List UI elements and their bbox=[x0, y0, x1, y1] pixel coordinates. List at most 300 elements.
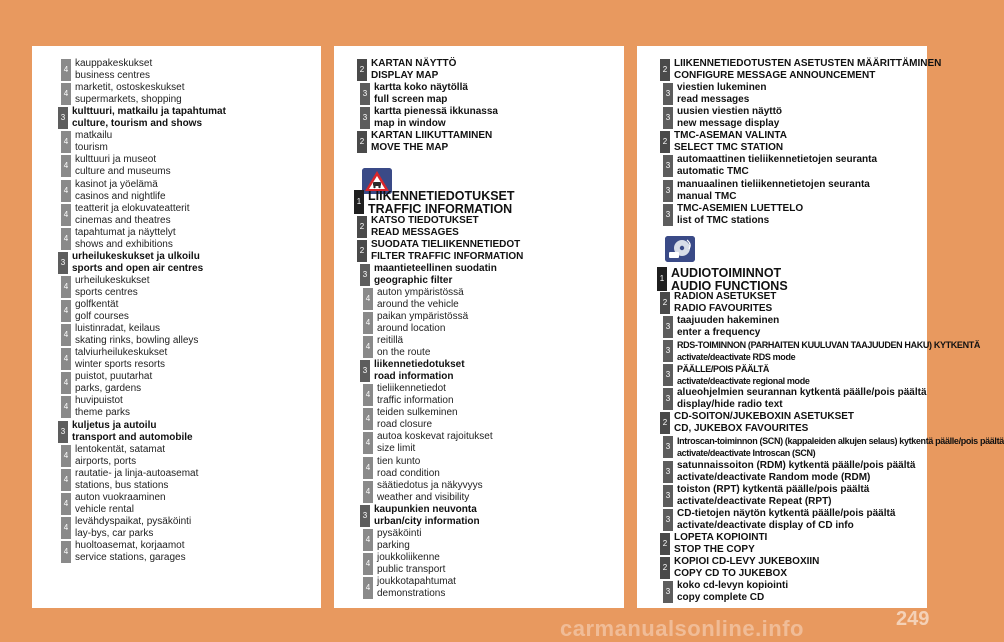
menu-entry bbox=[363, 528, 421, 552]
menu-entry bbox=[61, 492, 166, 516]
menu-label-finnish: uusien viestien näyttö bbox=[677, 106, 783, 118]
menu-level-badge: 4 bbox=[61, 445, 71, 467]
menu-entry-text bbox=[373, 383, 454, 407]
menu-label-english: CONFIGURE MESSAGE ANNOUNCEMENT bbox=[674, 70, 876, 81]
menu-label-finnish: joukkoliikenne bbox=[377, 551, 440, 563]
menu-label-english: around location bbox=[377, 322, 446, 334]
menu-level-badge: 4 bbox=[61, 493, 71, 515]
menu-label-english: transport and automobile bbox=[72, 431, 193, 443]
menu-entry-text bbox=[71, 395, 130, 419]
menu-entry bbox=[58, 420, 193, 444]
menu-entry-text bbox=[670, 411, 854, 435]
menu-label-english: full screen map bbox=[374, 94, 448, 106]
menu-label-english: activate/deactivate display of CD info bbox=[677, 519, 854, 531]
menu-label-finnish: kuljetus ja autoilu bbox=[72, 419, 157, 431]
menu-entry-text bbox=[673, 179, 870, 203]
menu-entry-text bbox=[370, 106, 498, 130]
menu-entry bbox=[663, 339, 980, 363]
menu-entry bbox=[61, 227, 176, 251]
menu-entry bbox=[663, 315, 779, 339]
menu-label-finnish: luistinradat, keilaus bbox=[75, 323, 161, 335]
menu-entry bbox=[360, 82, 468, 106]
menu-level-badge: 3 bbox=[663, 581, 673, 603]
menu-label-english: geographic filter bbox=[374, 274, 453, 286]
menu-level-badge: 3 bbox=[663, 485, 673, 507]
menu-entry-text bbox=[673, 387, 927, 411]
menu-level-badge: 4 bbox=[61, 396, 71, 418]
menu-entry bbox=[360, 504, 480, 528]
menu-label-english: SELECT TMC STATION bbox=[674, 142, 784, 154]
menu-entry bbox=[663, 363, 810, 387]
menu-level-badge: 2 bbox=[357, 240, 367, 262]
menu-entry bbox=[363, 576, 456, 600]
menu-level-badge: 2 bbox=[660, 131, 670, 153]
menu-level-badge: 4 bbox=[61, 180, 71, 202]
menu-entry bbox=[61, 130, 112, 154]
menu-label-english: airports, ports bbox=[75, 455, 137, 467]
menu-label-english: demonstrations bbox=[377, 588, 446, 599]
menu-label-english: golf courses bbox=[75, 311, 129, 322]
menu-entry bbox=[61, 323, 198, 347]
menu-label-finnish: huoltoasemat, korjaamot bbox=[75, 540, 185, 551]
menu-level-badge: 2 bbox=[357, 216, 367, 238]
menu-level-badge: 3 bbox=[58, 107, 68, 129]
menu-label-finnish: KATSO TIEDOTUKSET bbox=[371, 214, 479, 226]
menu-column-2 bbox=[334, 46, 624, 608]
menu-label-english: parks, gardens bbox=[75, 383, 142, 395]
menu-list bbox=[32, 46, 321, 608]
menu-label-finnish: automaattinen tieliikennetietojen seuranta bbox=[677, 154, 878, 166]
menu-label-finnish: LIIKENNETIEDOTUKSET bbox=[368, 189, 515, 204]
menu-label-finnish: CD-SOITON/JUKEBOXIN ASETUKSET bbox=[674, 411, 855, 423]
menu-level-badge: 4 bbox=[363, 432, 373, 454]
menu-label-finnish: manuaalinen tieliikennetietojen seuranta bbox=[677, 178, 870, 190]
menu-label-english: theme parks bbox=[75, 407, 131, 419]
menu-label-finnish: puistot, puutarhat bbox=[75, 371, 153, 383]
menu-entry-text bbox=[373, 480, 483, 504]
menu-entry-text bbox=[373, 335, 430, 359]
menu-entry bbox=[360, 106, 498, 130]
menu-entry-text bbox=[71, 275, 149, 299]
menu-label-finnish: joukkotapahtumat bbox=[377, 576, 456, 587]
menu-label-finnish: TMC-ASEMIEN LUETTELO bbox=[677, 202, 804, 214]
menu-entry bbox=[363, 335, 430, 359]
menu-entry bbox=[363, 407, 458, 431]
menu-column-1 bbox=[32, 46, 321, 608]
menu-label-english: sports and open air centres bbox=[72, 262, 204, 274]
menu-label-english: weather and visibility bbox=[377, 491, 470, 503]
menu-level-badge: 2 bbox=[660, 533, 670, 555]
menu-label-finnish: huvipuistot bbox=[75, 395, 123, 407]
menu-entry-text bbox=[370, 263, 497, 287]
menu-level-badge: 4 bbox=[61, 131, 71, 153]
menu-label-finnish: TMC-ASEMAN VALINTA bbox=[674, 130, 787, 142]
menu-label-finnish: LOPETA KOPIOINTI bbox=[674, 531, 768, 543]
menu-level-badge: 4 bbox=[61, 324, 71, 346]
menu-entry-text bbox=[68, 420, 193, 444]
menu-entry bbox=[61, 154, 171, 178]
menu-entry-text bbox=[373, 576, 456, 600]
menu-level-badge: 4 bbox=[363, 553, 373, 575]
menu-entry bbox=[61, 58, 152, 82]
menu-entry-text bbox=[370, 504, 480, 528]
menu-label-finnish: viestien lukeminen bbox=[677, 82, 767, 94]
menu-label-finnish: reitillä bbox=[377, 335, 404, 346]
menu-entry bbox=[61, 516, 191, 540]
menu-label-finnish: pysäköinti bbox=[377, 527, 422, 539]
menu-label-english: culture, tourism and shows bbox=[72, 118, 203, 130]
menu-entry-text bbox=[71, 323, 198, 347]
menu-level-badge: 3 bbox=[663, 180, 673, 202]
menu-level-badge: 4 bbox=[61, 155, 71, 177]
menu-label-english: tourism bbox=[75, 142, 108, 154]
menu-label-finnish: säätiedotus ja näkyvyys bbox=[377, 479, 483, 491]
menu-level-badge: 4 bbox=[61, 59, 71, 81]
menu-level-badge: 3 bbox=[663, 107, 673, 129]
menu-entry-text bbox=[673, 339, 980, 363]
menu-level-badge: 4 bbox=[363, 529, 373, 551]
menu-entry bbox=[660, 58, 941, 82]
menu-label-finnish: AUDIOTOIMINNOT bbox=[671, 265, 782, 280]
menu-entry-text bbox=[364, 189, 515, 217]
menu-label-english: activate/deactivate Random mode (RDM) bbox=[677, 471, 871, 483]
menu-label-english: new message display bbox=[677, 118, 780, 130]
menu-level-badge: 4 bbox=[61, 541, 71, 563]
menu-entry-text bbox=[373, 552, 445, 576]
menu-label-finnish: lentokentät, satamat bbox=[75, 443, 166, 455]
menu-entry-text bbox=[673, 363, 810, 387]
menu-column-3 bbox=[637, 46, 1004, 608]
menu-entry bbox=[660, 130, 787, 154]
page-number: 249 bbox=[896, 608, 930, 630]
menu-entry-text bbox=[71, 82, 184, 106]
menu-entry bbox=[357, 130, 492, 154]
menu-entry bbox=[363, 552, 445, 576]
menu-entry-text bbox=[367, 130, 492, 154]
menu-entry bbox=[363, 480, 483, 504]
menu-label-english: cinemas and theatres bbox=[75, 214, 171, 226]
menu-label-finnish: SUODATA TIELIIKENNETIEDOT bbox=[371, 238, 521, 250]
menu-entry-text bbox=[373, 528, 421, 552]
menu-label-finnish: taajuuden hakeminen bbox=[677, 314, 780, 326]
menu-label-english: MOVE THE MAP bbox=[371, 142, 449, 154]
menu-level-badge: 4 bbox=[363, 336, 373, 358]
menu-label-english: display/hide radio text bbox=[677, 399, 783, 411]
menu-entry bbox=[354, 189, 515, 217]
menu-label-english: TRAFFIC INFORMATION bbox=[368, 202, 513, 217]
menu-entry bbox=[61, 371, 152, 395]
menu-label-english: copy complete CD bbox=[677, 592, 765, 603]
menu-entry bbox=[61, 395, 130, 419]
menu-label-finnish: paikan ympäristössä bbox=[377, 310, 469, 322]
menu-level-badge: 2 bbox=[660, 412, 670, 434]
menu-label-english: on the route bbox=[377, 347, 431, 358]
menu-entry bbox=[663, 154, 877, 178]
menu-level-badge: 4 bbox=[61, 469, 71, 491]
menu-level-badge: 4 bbox=[363, 288, 373, 310]
menu-label-finnish: tieliikennetiedot bbox=[377, 383, 446, 395]
menu-entry-text bbox=[673, 435, 1004, 459]
menu-label-finnish: Introscan-toiminnon (SCN) (kappaleiden alkujen selaus) kytkentä päälle/pois päältä bbox=[677, 436, 1004, 447]
menu-entry-text bbox=[673, 460, 915, 484]
menu-label-finnish: kulttuuri, matkailu ja tapahtumat bbox=[72, 106, 226, 118]
menu-label-finnish: kaupunkien neuvonta bbox=[374, 503, 477, 515]
menu-label-english: supermarkets, shopping bbox=[75, 94, 182, 106]
menu-entry-text bbox=[71, 203, 190, 227]
menu-label-finnish: KOPIOI CD-LEVY JUKEBOXIIN bbox=[674, 555, 820, 567]
menu-level-badge: 4 bbox=[363, 384, 373, 406]
menu-label-english: CD, JUKEBOX FAVOURITES bbox=[674, 423, 809, 435]
menu-entry-text bbox=[673, 484, 869, 508]
menu-level-badge: 3 bbox=[663, 83, 673, 105]
menu-entry-text bbox=[367, 239, 523, 263]
menu-label-finnish: RDS-TOIMINNON (PARHAITEN KUULUVAN TAAJUUDEN HAKU) KYTKENTÄ bbox=[677, 340, 981, 350]
menu-level-badge: 3 bbox=[360, 83, 370, 105]
menu-entry-text bbox=[667, 267, 788, 291]
menu-entry-text bbox=[71, 227, 176, 251]
menu-entry bbox=[663, 460, 915, 484]
menu-label-english: automatic TMC bbox=[677, 166, 749, 178]
menu-level-badge: 1 bbox=[354, 190, 364, 214]
menu-entry-text bbox=[673, 315, 779, 339]
menu-list bbox=[637, 46, 1004, 608]
menu-entry-text bbox=[71, 154, 171, 178]
menu-label-english: AUDIO FUNCTIONS bbox=[671, 278, 788, 293]
menu-entry-text bbox=[670, 556, 819, 580]
menu-entry bbox=[660, 532, 767, 556]
menu-label-finnish: auton vuokraaminen bbox=[75, 491, 166, 503]
menu-label-english: skating rinks, bowling alleys bbox=[75, 335, 199, 347]
menu-level-badge: 2 bbox=[357, 59, 367, 81]
menu-label-english: RADIO FAVOURITES bbox=[674, 302, 773, 314]
menu-entry bbox=[360, 359, 465, 383]
menu-entry-text bbox=[670, 130, 787, 154]
menu-entry bbox=[363, 383, 454, 407]
menu-level-badge: 3 bbox=[663, 461, 673, 483]
menu-label-finnish: kartta pienessä ikkunassa bbox=[374, 106, 498, 118]
menu-label-english: activate/deactivate RDS mode bbox=[677, 352, 796, 362]
menu-entry bbox=[357, 215, 479, 239]
menu-entry bbox=[663, 435, 1004, 459]
menu-entry-text bbox=[71, 179, 166, 203]
menu-label-english: service stations, garages bbox=[75, 552, 186, 563]
menu-label-finnish: PÄÄLLE/POIS PÄÄLTÄ bbox=[677, 364, 770, 375]
menu-label-english: map in window bbox=[374, 118, 446, 130]
menu-label-finnish: KARTAN LIIKUTTAMINEN bbox=[371, 130, 493, 142]
menu-level-badge: 2 bbox=[660, 557, 670, 579]
menu-entry bbox=[663, 203, 803, 227]
menu-label-english: public transport bbox=[377, 563, 446, 575]
menu-level-badge: 4 bbox=[61, 372, 71, 394]
menu-label-english: COPY CD TO JUKEBOX bbox=[674, 567, 787, 579]
menu-label-english: urban/city information bbox=[374, 515, 480, 527]
menu-level-badge: 3 bbox=[663, 388, 673, 410]
menu-entry bbox=[660, 291, 776, 315]
menu-level-badge: 1 bbox=[657, 267, 667, 291]
menu-entry bbox=[61, 444, 165, 468]
menu-label-english: lay-bys, car parks bbox=[75, 527, 154, 539]
menu-entry bbox=[363, 287, 464, 311]
menu-label-finnish: levähdyspaikat, pysäköinti bbox=[75, 515, 192, 527]
menu-label-finnish: CD-tietojen näytön kytkentä päälle/pois päältä bbox=[677, 507, 896, 519]
menu-label-finnish: LIIKENNETIEDOTUSTEN ASETUSTEN MÄÄRITTÄMINEN bbox=[674, 58, 942, 69]
menu-level-badge: 3 bbox=[663, 204, 673, 226]
menu-label-finnish: liikennetiedotukset bbox=[374, 359, 465, 371]
menu-level-badge: 4 bbox=[61, 228, 71, 250]
menu-level-badge: 3 bbox=[663, 436, 673, 458]
menu-entry bbox=[61, 82, 184, 106]
menu-label-finnish: matkailu bbox=[75, 130, 113, 142]
menu-entry-text bbox=[673, 508, 895, 532]
menu-entry bbox=[660, 411, 854, 435]
menu-entry-text bbox=[373, 456, 440, 480]
menu-level-badge: 4 bbox=[61, 204, 71, 226]
menu-level-badge: 3 bbox=[663, 340, 673, 362]
menu-level-badge: 4 bbox=[61, 83, 71, 105]
menu-entry bbox=[58, 106, 226, 130]
menu-entry bbox=[360, 263, 497, 287]
menu-label-english: shows and exhibitions bbox=[75, 238, 173, 250]
menu-entry bbox=[663, 387, 927, 411]
menu-label-finnish: koko cd-levyn kopiointi bbox=[677, 580, 789, 591]
menu-label-finnish: kartta koko näytöllä bbox=[374, 82, 468, 94]
menu-level-badge: 3 bbox=[58, 421, 68, 443]
menu-label-finnish: KARTAN NÄYTTÖ bbox=[371, 58, 457, 69]
menu-label-finnish: RADION ASETUKSET bbox=[674, 290, 777, 302]
menu-level-badge: 2 bbox=[660, 292, 670, 314]
menu-label-english: casinos and nightlife bbox=[75, 190, 166, 202]
menu-label-english: activate/deactivate regional mode bbox=[677, 376, 810, 387]
menu-label-english: activate/deactivate Repeat (RPT) bbox=[677, 495, 832, 507]
menu-entry bbox=[363, 456, 440, 480]
menu-label-finnish: satunnaissoiton (RDM) kytkentä päälle/pois päältä bbox=[677, 459, 916, 471]
menu-label-finnish: alueohjelmien seurannan kytkentä päälle/pois päältä bbox=[677, 387, 927, 399]
menu-entry-text bbox=[673, 203, 803, 227]
menu-label-finnish: maantieteellinen suodatin bbox=[374, 262, 497, 274]
menu-entry bbox=[363, 311, 468, 335]
menu-label-finnish: golfkentät bbox=[75, 299, 119, 310]
menu-entry-text bbox=[367, 215, 479, 239]
menu-level-badge: 3 bbox=[360, 264, 370, 286]
menu-entry-text bbox=[670, 532, 767, 556]
menu-entry-text bbox=[670, 291, 776, 315]
menu-entry bbox=[357, 58, 456, 82]
menu-label-english: STOP THE COPY bbox=[674, 543, 755, 555]
menu-label-finnish: kulttuuri ja museot bbox=[75, 154, 157, 166]
menu-label-english: activate/deactivate Introscan (SCN) bbox=[677, 448, 816, 459]
menu-entry-text bbox=[71, 299, 129, 323]
menu-level-badge: 4 bbox=[61, 300, 71, 322]
menu-entry bbox=[61, 540, 186, 564]
watermark: carmanualsonline.info bbox=[560, 616, 804, 641]
menu-level-badge: 4 bbox=[363, 408, 373, 430]
menu-label-english: business centres bbox=[75, 70, 151, 81]
menu-entry bbox=[663, 179, 870, 203]
menu-entry bbox=[61, 179, 166, 203]
menu-entry bbox=[58, 251, 203, 275]
menu-entry-text bbox=[670, 58, 941, 82]
menu-entry-text bbox=[71, 516, 191, 540]
menu-entry-text bbox=[68, 106, 226, 130]
menu-entry-text bbox=[71, 540, 186, 564]
menu-label-english: list of TMC stations bbox=[677, 214, 770, 226]
menu-label-english: READ MESSAGES bbox=[371, 226, 459, 238]
menu-entry bbox=[660, 556, 819, 580]
menu-entry-text bbox=[373, 311, 468, 335]
menu-entry bbox=[61, 203, 190, 227]
menu-label-english: road condition bbox=[377, 467, 440, 479]
menu-label-finnish: teiden sulkeminen bbox=[377, 407, 458, 419]
menu-level-badge: 3 bbox=[360, 107, 370, 129]
menu-label-english: traffic information bbox=[377, 395, 454, 407]
menu-entry-text bbox=[373, 431, 493, 455]
menu-level-badge: 3 bbox=[58, 252, 68, 274]
menu-level-badge: 4 bbox=[363, 457, 373, 479]
menu-label-finnish: kauppakeskukset bbox=[75, 58, 153, 69]
menu-entry bbox=[61, 347, 167, 371]
menu-label-english: FILTER TRAFFIC INFORMATION bbox=[371, 250, 524, 262]
menu-entry bbox=[363, 431, 493, 455]
menu-label-english: read messages bbox=[677, 94, 750, 106]
menu-label-finnish: rautatie- ja linja-autoasemat bbox=[75, 467, 199, 479]
menu-entry-text bbox=[71, 347, 167, 371]
menu-label-english: around the vehicle bbox=[377, 298, 459, 310]
menu-label-finnish: talviurheilukeskukset bbox=[75, 347, 168, 359]
menu-entry-text bbox=[673, 154, 877, 178]
menu-label-finnish: urheilukeskukset bbox=[75, 274, 150, 286]
menu-label-english: road closure bbox=[377, 419, 433, 431]
menu-entry-text bbox=[673, 106, 782, 130]
menu-level-badge: 3 bbox=[663, 364, 673, 386]
menu-entry-text bbox=[71, 371, 152, 395]
menu-level-badge: 3 bbox=[663, 509, 673, 531]
menu-entry-text bbox=[71, 58, 152, 82]
menu-label-finnish: auton ympäristössä bbox=[377, 286, 464, 298]
menu-label-english: size limit bbox=[377, 443, 416, 455]
menu-entry-text bbox=[370, 82, 468, 106]
menu-label-english: enter a frequency bbox=[677, 326, 761, 338]
menu-label-english: culture and museums bbox=[75, 166, 171, 178]
menu-entry-text bbox=[673, 580, 788, 604]
menu-entry-text bbox=[373, 287, 464, 311]
menu-entry bbox=[657, 267, 788, 291]
menu-label-finnish: autoa koskevat rajoitukset bbox=[377, 431, 493, 443]
menu-entry bbox=[61, 468, 198, 492]
menu-label-english: vehicle rental bbox=[75, 503, 134, 515]
menu-entry bbox=[663, 106, 782, 130]
menu-label-finnish: tien kunto bbox=[377, 455, 421, 467]
menu-level-badge: 4 bbox=[363, 312, 373, 334]
menu-label-english: DISPLAY MAP bbox=[371, 70, 439, 81]
menu-entry-text bbox=[71, 130, 112, 154]
menu-entry-text bbox=[71, 444, 165, 468]
menu-label-finnish: toiston (RPT) kytkentä päälle/pois päältä bbox=[677, 483, 870, 495]
menu-level-badge: 4 bbox=[363, 481, 373, 503]
menu-level-badge: 4 bbox=[61, 517, 71, 539]
menu-entry-text bbox=[71, 492, 166, 516]
menu-level-badge: 4 bbox=[61, 348, 71, 370]
menu-label-finnish: marketit, ostoskeskukset bbox=[75, 82, 185, 94]
menu-entry bbox=[61, 299, 129, 323]
menu-label-finnish: tapahtumat ja näyttelyt bbox=[75, 226, 176, 238]
menu-label-english: manual TMC bbox=[677, 190, 737, 202]
menu-level-badge: 4 bbox=[61, 276, 71, 298]
menu-entry bbox=[357, 239, 523, 263]
menu-entry-text bbox=[367, 58, 456, 82]
menu-label-english: winter sports resorts bbox=[75, 359, 166, 371]
menu-level-badge: 3 bbox=[360, 505, 370, 527]
menu-level-badge: 4 bbox=[363, 577, 373, 599]
